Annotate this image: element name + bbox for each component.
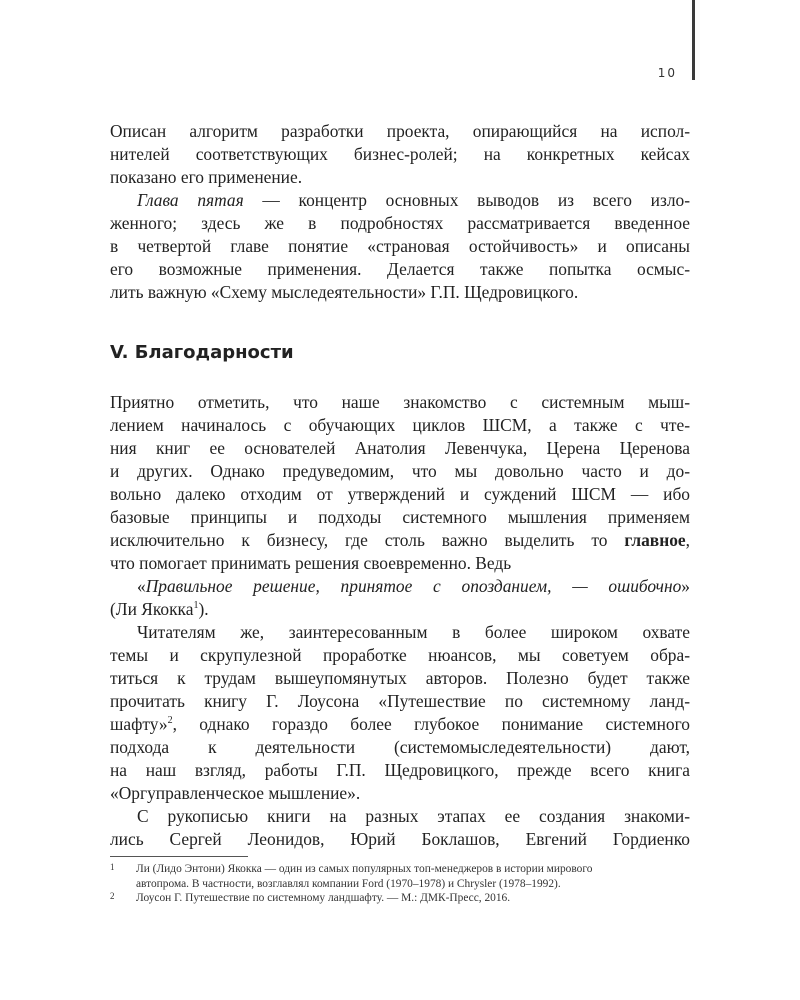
body-paragraph-1 — [110, 391, 690, 552]
quote-text: Правильное решение, принятое с опозданием, — ошибочно — [145, 576, 682, 596]
text-line: женного; здесь же в подробностях рассматривается введенное — [110, 213, 690, 233]
footnote-2 — [110, 891, 690, 906]
attribution-text: (Ли Якокка — [110, 599, 194, 619]
text-line: вольно далеко отходим от утверждений и суждений ШСМ — ибо — [110, 484, 690, 504]
text-line: «Оргуправленческое мышление». — [110, 783, 361, 803]
text-line: шафту» — [110, 714, 168, 734]
body-paragraph-3 — [110, 805, 690, 851]
footnote-separator — [110, 856, 248, 857]
footnotes — [110, 862, 690, 906]
footnote-ref-2[interactable]: 2 — [167, 715, 173, 727]
section-heading: V. Благодарности — [110, 342, 294, 363]
text-line: прочитать книгу Г. Лоусона «Путешествие по системному ланд- — [110, 691, 690, 711]
footnote-1 — [110, 862, 690, 891]
intro-paragraph-1-end — [110, 166, 690, 189]
body-paragraph-2-end — [110, 782, 690, 805]
text-line: С рукописью книги на разных этапах ее создания знакоми- — [137, 806, 690, 826]
text-line: лись Сергей Леонидов, Юрий Боклашов, Евгений Гордиенко — [110, 829, 690, 849]
intro-text — [110, 120, 690, 304]
footnote-number: 1 — [110, 862, 115, 872]
text-line: нителей соответствующих бизнес-ролей; на конкретных кейсах — [110, 144, 690, 164]
text-line: на наш взгляд, работы Г.П. Щедровицкого, прежде всего книга — [110, 760, 690, 780]
intro-paragraph-1 — [110, 120, 690, 166]
page-number: 10 — [657, 66, 677, 80]
body-paragraph-1-end — [110, 552, 690, 575]
text-line: темы и скрупулезной проработке нюансов, мы советуем обра- — [110, 645, 690, 665]
text-line: лить важную «Схему мыследеятельности» Г.П. Щедровицкого. — [110, 282, 579, 302]
intro-paragraph-2 — [110, 189, 690, 281]
body-paragraph-2 — [110, 621, 690, 782]
text-line: базовые принципы и подходы системного мышления применяем — [110, 507, 690, 527]
footnote-ref-1[interactable]: 1 — [193, 600, 199, 612]
emphasis-word: главное — [624, 530, 686, 550]
quote-attribution — [110, 598, 690, 621]
footnote-number: 2 — [110, 891, 115, 901]
text-line: , однако гораздо более глубокое понимание системного — [172, 714, 690, 734]
text-fragment: , — [685, 530, 690, 550]
text-line: в четвертой главе понятие «страновая остойчивость» и описаны — [110, 236, 690, 256]
intro-paragraph-2-end — [110, 281, 690, 304]
text-line: Читателям же, заинтересованным в более широком охвате — [137, 622, 690, 642]
text-line: его возможные применения. Делается также попытка осмыс- — [110, 259, 690, 279]
footnote-line: Ли (Лидо Энтони) Якокка — один из самых популярных топ-менеджеров в истории мирового — [136, 863, 593, 875]
quote-close-mark: » — [681, 576, 690, 596]
text-line: — концентр основных выводов из всего изло- — [243, 190, 690, 210]
text-line: Описан алгоритм разработки проекта, опирающийся на испол- — [110, 121, 690, 141]
quote — [110, 575, 690, 598]
attribution-end: ). — [198, 599, 209, 619]
text-line: исключительно к бизнесу, где столь важно выделить то — [110, 530, 625, 550]
text-line: Приятно отметить, что наше знакомство с системным мыш- — [110, 392, 690, 412]
text-line: подхода к деятельности (системомыследеятельности) дают, — [110, 737, 690, 757]
page-edge-rule — [692, 0, 695, 80]
text-line: что помогает принимать решения своевременно. Ведь — [110, 553, 512, 573]
text-line: и других. Однако предуведомим, что мы довольно часто и до- — [110, 461, 690, 481]
acknowledgements-text — [110, 391, 690, 851]
footnote-line: автопрома. В частности, возглавлял компании Ford (1970–1978) и Chrysler (1978–1992). — [136, 877, 561, 890]
text-line: титься к трудам вышеупомянутых авторов. Полезно будет также — [110, 668, 690, 688]
text-line: показано его применение. — [110, 167, 303, 187]
footnote-line: Лоусон Г. Путешествие по системному ландшафту. — М.: ДМК-Пресс, 2016. — [136, 892, 511, 904]
quote-open-mark: « — [137, 576, 146, 596]
text-line: лением начиналось с обучающих циклов ШСМ, а также с чте- — [110, 415, 690, 435]
chapter-reference: Глава пятая — [137, 190, 244, 210]
text-line: ния книг ее основателей Анатолия Левенчука, Церена Церенова — [110, 438, 690, 458]
